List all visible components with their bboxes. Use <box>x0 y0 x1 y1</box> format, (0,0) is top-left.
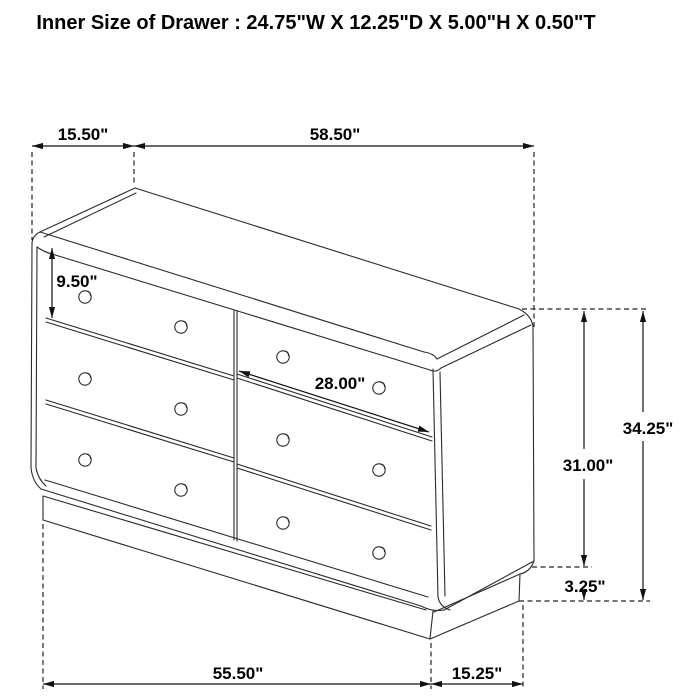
diagram-title: Inner Size of Drawer : 24.75"W X 12.25"D X 5.00"H X 0.50"T <box>36 12 596 34</box>
total-height-label: 34.25" <box>622 419 674 438</box>
side-front-edge-inner <box>440 372 445 596</box>
side-rear-edge <box>533 326 534 561</box>
top-left-edge-outer <box>40 188 135 232</box>
left-div2-a <box>46 400 234 458</box>
dresser-front-face <box>31 243 444 611</box>
drawer-knob <box>79 373 91 385</box>
right-div2-a <box>237 464 431 526</box>
top-left-edge-inner <box>44 193 136 237</box>
drawer-knob <box>175 321 187 333</box>
case-bottom-outer <box>41 489 444 611</box>
plinth-rear-edge <box>519 574 520 601</box>
drawer-knob <box>277 434 289 446</box>
top-depth-dim-label: 15.50" <box>57 125 109 144</box>
drawer-knob <box>175 403 187 415</box>
dimension-lines <box>32 146 650 689</box>
left-div1-a <box>46 318 234 376</box>
drawer-knobs <box>79 291 385 559</box>
drawer-knob <box>373 464 385 476</box>
side-front-edge-outer <box>433 369 450 610</box>
plinth-front-right-edge <box>430 611 433 639</box>
top-right-edge-outer <box>437 315 524 359</box>
left-div2-b <box>46 404 234 462</box>
case-height-label: 31.00" <box>562 456 614 475</box>
dresser-top-slab <box>32 188 533 371</box>
drawer-knob <box>373 382 385 394</box>
drawer-front-height-label: 9.50" <box>56 272 98 291</box>
left-div1-b <box>46 322 234 380</box>
drawer-knob <box>175 484 187 496</box>
drawer-knob <box>277 351 289 363</box>
side-bottom-edge <box>444 561 534 610</box>
left-edge-inner <box>36 247 46 486</box>
bottom-front-width-label: 55.50" <box>212 664 264 683</box>
bottom-side-depth-label: 15.25" <box>451 664 503 683</box>
top-back-edge <box>135 188 519 309</box>
drawer-knob <box>79 454 91 466</box>
top-width-dim-label: 58.50" <box>309 125 361 144</box>
drawer-knob <box>277 517 289 529</box>
right-div2-b <box>237 468 431 530</box>
top-front-left-corner <box>32 232 40 243</box>
drawer-width-label: 28.00" <box>314 374 366 393</box>
base-height-label: 3.25" <box>564 577 606 596</box>
drawer-knob <box>373 547 385 559</box>
drawer-knob <box>79 291 91 303</box>
dresser-side-face <box>433 326 534 610</box>
top-front-right-corner <box>424 352 437 359</box>
top-right-edge-inner <box>441 325 531 368</box>
top-back-right-corner <box>519 309 533 326</box>
